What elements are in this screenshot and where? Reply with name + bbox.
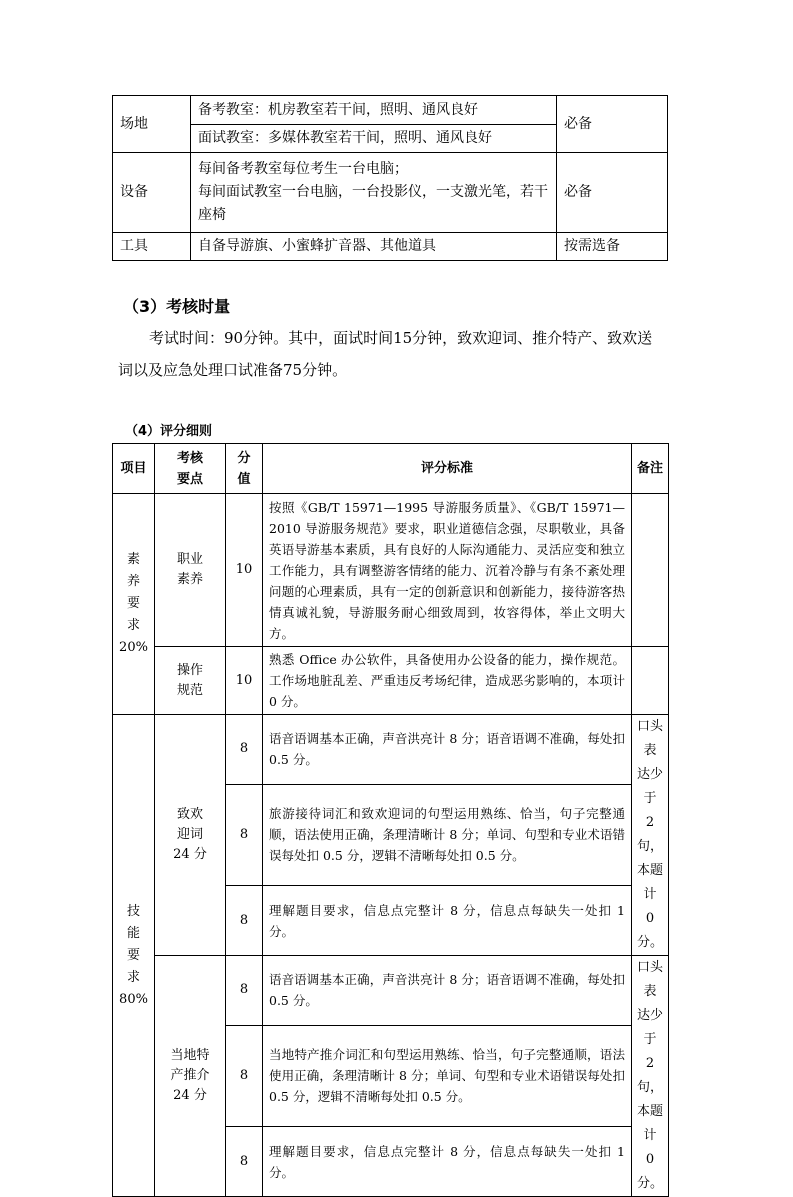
- standard-text: 当地特产推介词汇和句型运用熟练、恰当，句子完整通顺，语法使用正确，条理清晰计 8 分；单词、句型和专业术语错误每处扣 0.5 分，逻辑不清晰每处扣 0.5 分。: [263, 1025, 632, 1126]
- score-value: 8: [226, 715, 263, 785]
- note-cell: 口头表 达少于 2 句， 本题计 0 分。: [632, 956, 669, 1197]
- section-heading: （3）考核时量: [123, 297, 231, 316]
- standard-text: 旅游接待词汇和致欢迎词的句型运用熟练、恰当，句子完整通顺，语法使用正确，条理清晰计 8 分；单词、句型和专业术语错误每处扣 0.5 分，逻辑不清晰每处扣 0.5 分。: [263, 784, 632, 885]
- standard-text: 语音语调基本正确，声音洪亮计 8 分；语音语调不准确，每处扣 0.5 分。: [263, 956, 632, 1026]
- score-value: 8: [226, 1127, 263, 1197]
- facility-label: 工具: [113, 233, 191, 261]
- facility-label: 设备: [113, 153, 191, 233]
- project-literacy: 素 养 要 求 20%: [113, 494, 155, 715]
- section-heading: （4）评分细则: [125, 424, 213, 439]
- facility-label: 场地: [113, 96, 191, 153]
- key-point: 致欢 迎词 24 分: [155, 715, 226, 956]
- facility-table: [112, 95, 668, 261]
- score-value: 10: [226, 647, 263, 715]
- facility-item: 自备导游旗、小蜜蜂扩音器、其他道具: [191, 233, 557, 261]
- header-project: 项目: [113, 444, 155, 494]
- score-value: 10: [226, 494, 263, 647]
- paragraph-line: 词以及应急处理口试准备75分钟。: [118, 361, 348, 379]
- facility-item: 每间面试教室一台电脑，一台投影仪，一支激光笔，若干座椅: [198, 184, 548, 223]
- standard-text: 理解题目要求，信息点完整计 8 分，信息点每缺失一处扣 1 分。: [263, 1127, 632, 1197]
- exam-duration-paragraph: [118, 322, 668, 386]
- note-cell: 口头表 达少于 2 句， 本题计 0 分。: [632, 715, 669, 956]
- score-value: 8: [226, 956, 263, 1026]
- facility-note: 必备: [557, 96, 668, 153]
- score-value: 8: [226, 886, 263, 956]
- facility-note: 必备: [557, 153, 668, 233]
- key-point: 职业 素养: [155, 494, 226, 647]
- note-cell: [632, 647, 669, 715]
- header-note: 备注: [632, 444, 669, 494]
- scoring-table: [112, 443, 669, 1197]
- key-point: 当地特 产推介 24 分: [155, 956, 226, 1197]
- score-value: 8: [226, 784, 263, 885]
- facility-item: 面试教室：多媒体教室若干间，照明、通风良好: [191, 125, 557, 153]
- facility-item: 每间备考教室每位考生一台电脑；: [198, 161, 408, 177]
- project-skills: 技 能 要 求 80%: [113, 715, 155, 1197]
- standard-text: 熟悉 Office 办公软件，具备使用办公设备的能力，操作规范。工作场地脏乱差、严重违反考场纪律，造成恶劣影响的，本项计 0 分。: [263, 647, 632, 715]
- standard-text: 语音语调基本正确，声音洪亮计 8 分；语音语调不准确，每处扣 0.5 分。: [263, 715, 632, 785]
- standard-text: 按照《GB/T 15971—1995 导游服务质量》、《GB/T 15971—2010 导游服务规范》要求，职业道德信念强，尽职敬业，具备英语导游基本素质，具有良好的人际沟通能力、灵活应变和独立工作能力，具有调整游客情绪的能力、沉着冷静与有条不紊处理问题的心理素质，具有一定的创新意识和创新能力，接待游客热情真诚礼貌，导游服务耐心细致周到，妆容得体，举止文明大方。: [263, 494, 632, 647]
- facility-item: 备考教室：机房教室若干间，照明、通风良好: [191, 96, 557, 125]
- facility-item-block: [191, 153, 557, 233]
- key-point: 操作 规范: [155, 647, 226, 715]
- standard-text: 理解题目要求，信息点完整计 8 分，信息点每缺失一处扣 1 分。: [263, 886, 632, 956]
- header-standard: 评分标准: [263, 444, 632, 494]
- paragraph-line: 考试时间：90分钟。其中，面试时间15分钟，致欢迎词、推介特产、致欢送: [149, 329, 653, 347]
- note-cell: [632, 494, 669, 647]
- header-key-point: 考核 要点: [155, 444, 226, 494]
- facility-note: 按需选备: [557, 233, 668, 261]
- score-value: 8: [226, 1025, 263, 1126]
- header-score: 分 值: [226, 444, 263, 494]
